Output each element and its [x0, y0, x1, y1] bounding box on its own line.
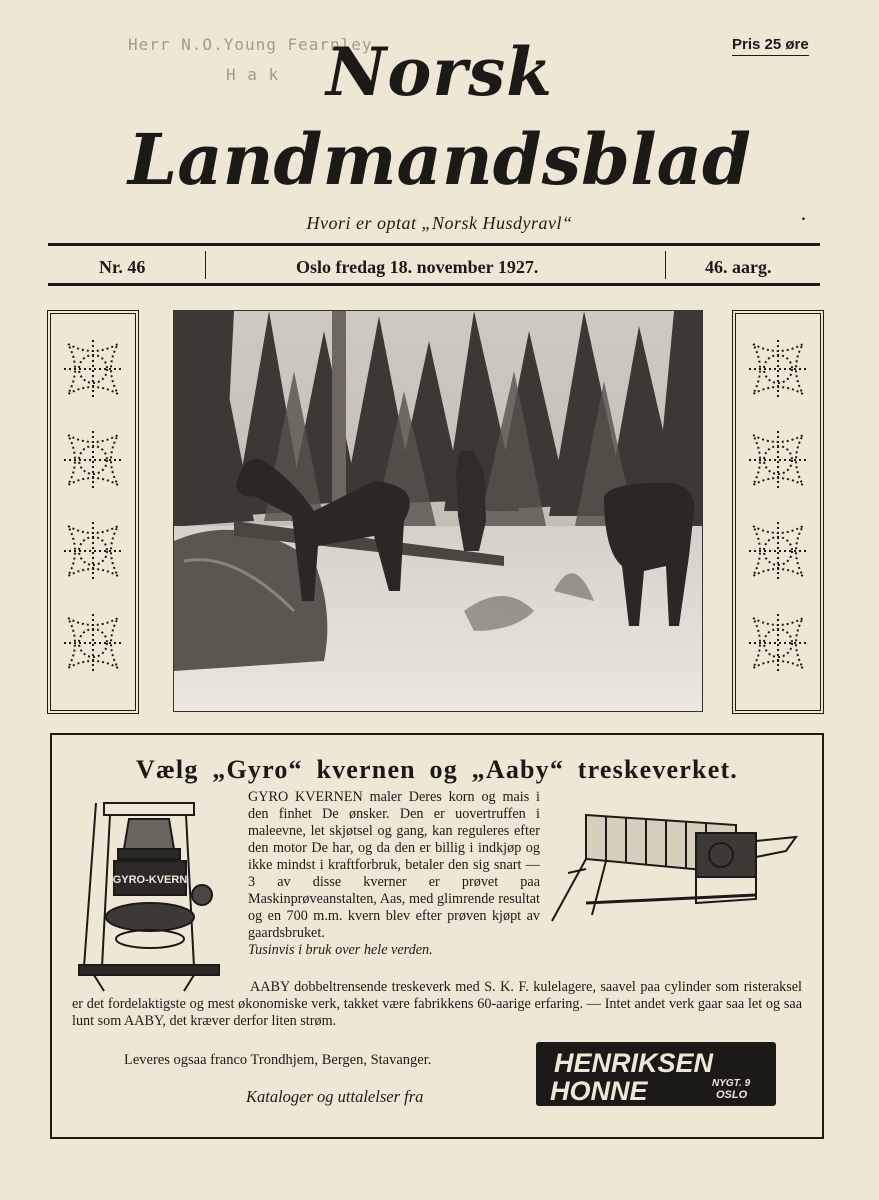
- masthead-subtitle: Hvori er optat „Norsk Husdyravl“: [306, 213, 573, 233]
- gyro-mill-label: GYRO-KVERN: [112, 874, 188, 886]
- forest-horses-photo: [174, 311, 702, 711]
- logo-line-1: HENRIKSEN: [554, 1048, 714, 1078]
- aaby-body-text: AABY dobbeltrensende treskeverk med S. K. F. kulelagere, saavel paa cylinder som risteraksel er det fordelaktigste og mest økonomiske verk, takket være fabrikkens 60-aarige erfaring. — Intet andet verk gaar saa let og saa lunt som AABY, det kræver derfor liten strøm.: [72, 979, 802, 1029]
- logo-address-1: NYGT. 9: [712, 1078, 751, 1089]
- logo-address-2: OSLO: [716, 1089, 748, 1101]
- knot-ornament-icon: [60, 610, 126, 676]
- knot-ornament-icon: [745, 610, 811, 676]
- gyro-body-text: GYRO KVERNEN maler Deres korn og mais i den finhet De ønsker. Den er uovertruffen i maleevne, let skjøtsel og gang, kan reguleres efter den motor De har, og da den er billig i indkjøp og ikke mindst i kraftforbruk, betaler den sig snart — 3 av disse kverner er prøvet paa Maskinprøveanstalten, Aas, med glimrende resultat og en 700 m.m. kvern blev efter prøven kjøpt av gaardsbruket.: [248, 789, 540, 941]
- masthead-title-line-2: Landmandsblad: [128, 118, 751, 201]
- cover-photo: [173, 310, 703, 712]
- price-label: Pris 25 øre: [732, 36, 809, 56]
- issue-number: Nr. 46: [99, 257, 146, 277]
- issue-year: 46. aarg.: [705, 257, 772, 277]
- issue-separator: [665, 251, 666, 279]
- ad-headline: Vælg „Gyro“ kvernen og „Aaby“ treskeverket.: [135, 755, 739, 784]
- aaby-thresher-illustration: [546, 803, 800, 925]
- delivery-note: Leveres ogsaa franco Trondhjem, Bergen, Stavanger.: [124, 1052, 432, 1068]
- knot-ornament-icon: [745, 336, 811, 402]
- logo-line-2: HONNE: [550, 1076, 648, 1106]
- gyro-tagline: Tusinvis i bruk over hele verden.: [248, 942, 433, 958]
- masthead-title-line-1: Norsk: [325, 33, 553, 111]
- knot-ornament-icon: [745, 427, 811, 493]
- catalog-note: Kataloger og uttalelser fra: [246, 1087, 424, 1106]
- issue-date: Oslo fredag 18. november 1927.: [296, 257, 539, 277]
- right-ornament-panel: [735, 313, 821, 711]
- top-rule: [48, 243, 820, 246]
- left-ornament-panel: [50, 313, 136, 711]
- ornament-dot: .: [801, 208, 806, 224]
- bottom-rule: [48, 283, 820, 286]
- gyro-mill-illustration: [74, 797, 224, 993]
- knot-ornament-icon: [60, 518, 126, 584]
- stamp-line-2: H a k: [226, 65, 280, 84]
- company-logo-mark: [536, 1042, 776, 1106]
- knot-ornament-icon: [60, 427, 126, 493]
- stamp-line-1: Herr N.O.Young Fearnley,: [128, 35, 384, 54]
- gyro-description: [248, 789, 540, 959]
- advertisement-box: [50, 733, 824, 1139]
- henriksen-honne-logo: [536, 1042, 776, 1106]
- issue-separator: [205, 251, 206, 279]
- knot-ornament-icon: [745, 518, 811, 584]
- knot-ornament-icon: [60, 336, 126, 402]
- aaby-description: [72, 979, 802, 1030]
